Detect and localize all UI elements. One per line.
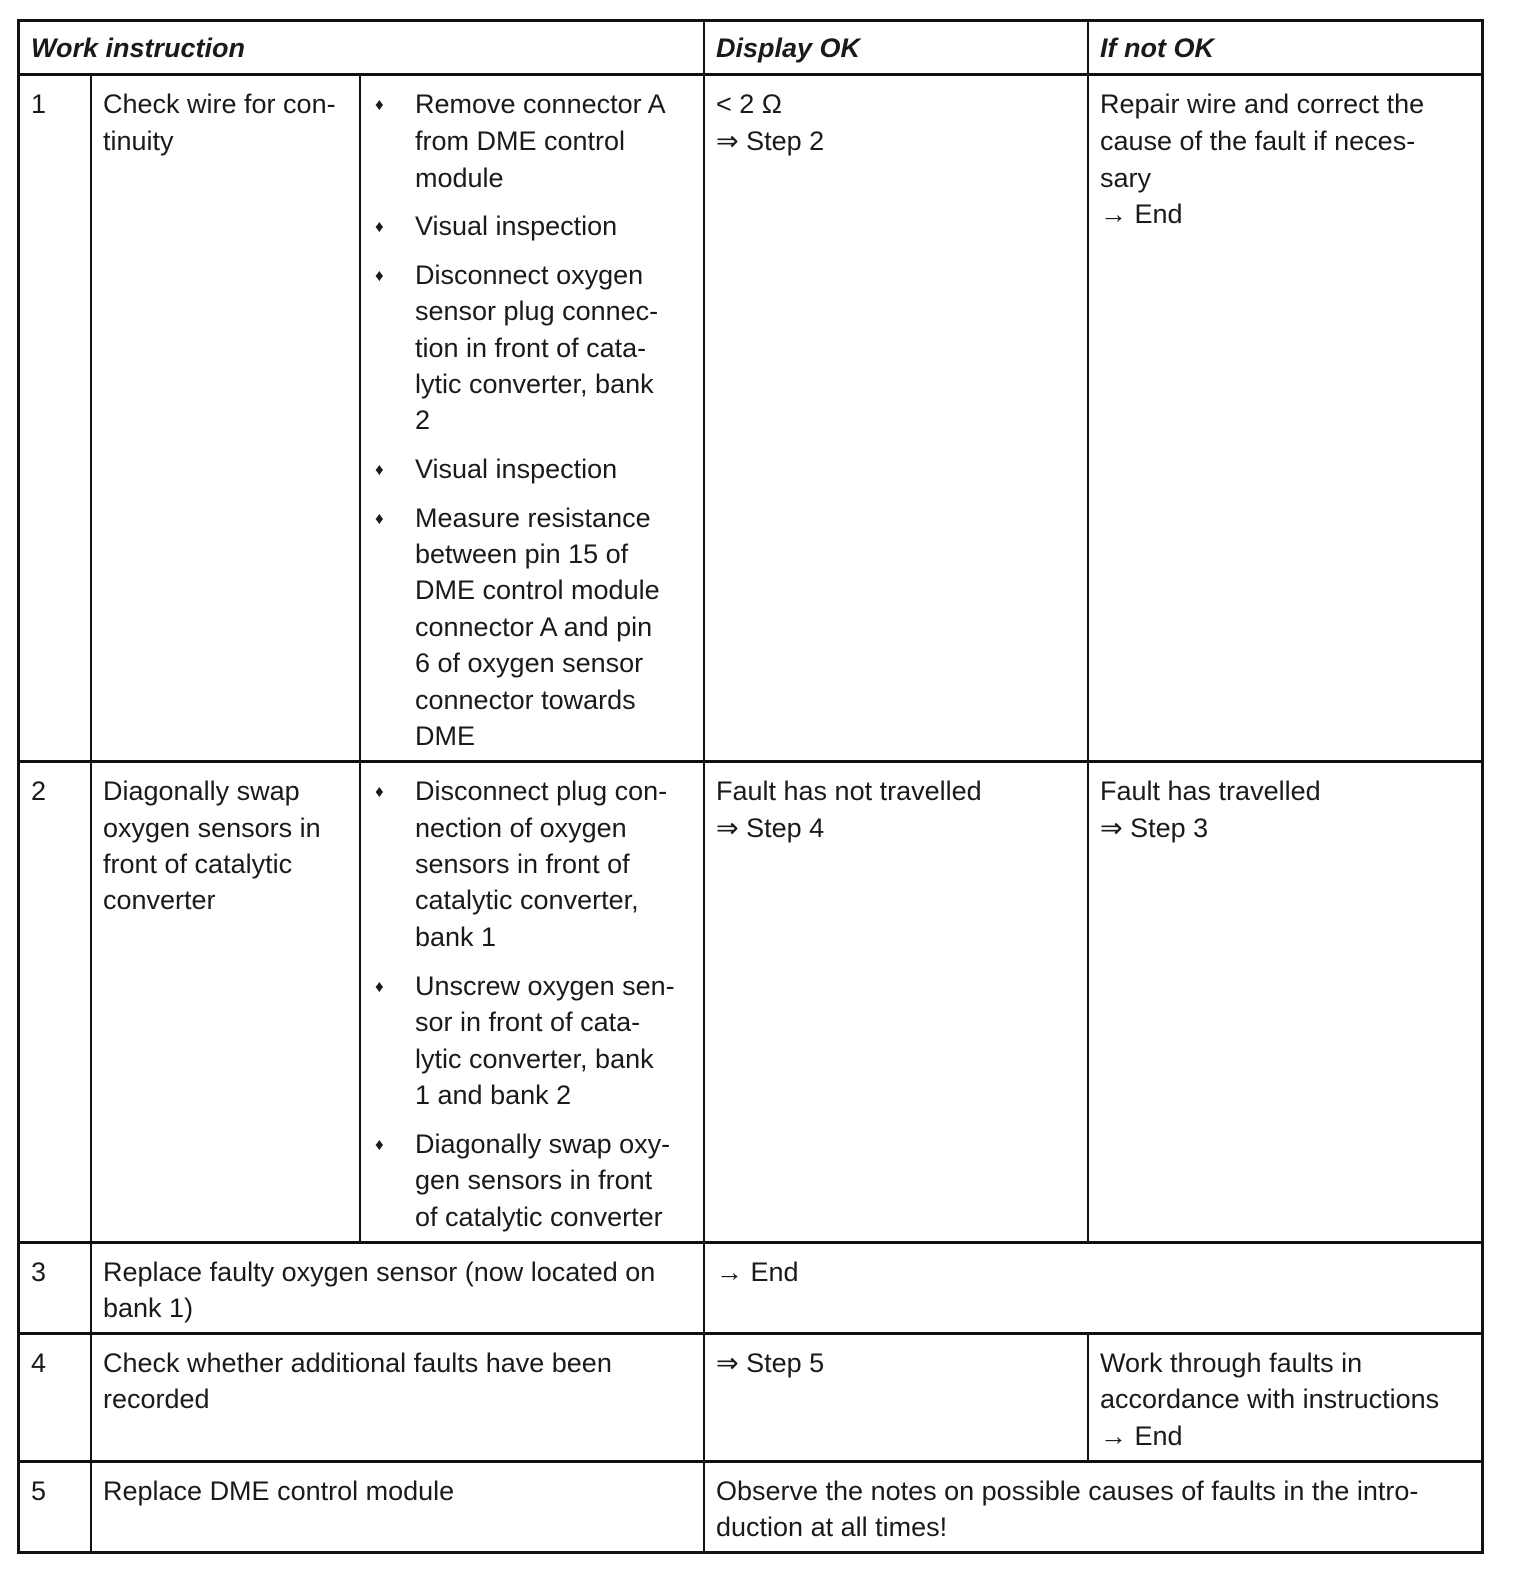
if-not-ok-text: Fault has travelled — [1100, 776, 1321, 806]
action-text: tion in front of cata- — [415, 333, 647, 363]
task-text: front of catalytic — [103, 849, 293, 879]
action-text: of catalytic converter — [415, 1202, 663, 1232]
column-divider-actions — [359, 73, 361, 1244]
action-text: DME control module — [415, 575, 660, 605]
bullet-icon: ♦ — [375, 977, 384, 996]
bullet-icon: ♦ — [375, 217, 384, 236]
action-text: Visual inspection — [415, 454, 618, 484]
action-text: DME — [415, 721, 475, 751]
if-not-ok-text: → End — [1100, 1421, 1183, 1451]
step-number: 2 — [31, 776, 47, 806]
bullet-icon: ♦ — [375, 1135, 384, 1154]
action-text: nection of oxygen — [415, 813, 627, 843]
task-text: converter — [103, 885, 216, 915]
action-text: from DME control — [415, 126, 626, 156]
display-ok-text: duction at all times! — [716, 1512, 948, 1542]
action-text: 2 — [415, 405, 431, 435]
task-text: recorded — [103, 1384, 210, 1414]
row-divider — [17, 1460, 1484, 1463]
display-ok-text: < 2 Ω — [716, 89, 782, 119]
task-text: oxygen sensors in — [103, 813, 321, 843]
action-text: Unscrew oxygen sen- — [415, 971, 675, 1001]
bullet-icon: ♦ — [375, 782, 384, 801]
action-text: Disconnect oxygen — [415, 260, 644, 290]
display-ok-text: Observe the notes on possible causes of faults in the intro- — [716, 1476, 1419, 1506]
column-divider-if-not-ok — [1087, 19, 1089, 1244]
row-divider — [17, 1332, 1484, 1335]
bullet-icon: ♦ — [375, 509, 384, 528]
if-not-ok-text: sary — [1100, 163, 1152, 193]
step-number: 4 — [31, 1348, 47, 1378]
table-border-bottom — [17, 1551, 1484, 1554]
if-not-ok-text: Repair wire and correct the — [1100, 89, 1425, 119]
action-text: sensor plug connec- — [415, 296, 659, 326]
action-text: sensors in front of — [415, 849, 630, 879]
step-number: 3 — [31, 1257, 47, 1287]
bullet-icon: ♦ — [375, 95, 384, 114]
action-text: module — [415, 163, 504, 193]
if-not-ok-text: → End — [1100, 199, 1183, 229]
action-text: connector towards — [415, 685, 636, 715]
action-text: Visual inspection — [415, 211, 618, 241]
table-border-top — [17, 19, 1484, 22]
table-border-left — [17, 19, 20, 1554]
display-ok-text: ⇒ Step 2 — [716, 126, 825, 156]
step-number: 5 — [31, 1476, 47, 1506]
task-text: Replace DME control module — [103, 1476, 455, 1506]
bullet-icon: ♦ — [375, 266, 384, 285]
action-text: between pin 15 of — [415, 539, 629, 569]
if-not-ok-text: accordance with instructions — [1100, 1384, 1440, 1414]
row-divider — [17, 1241, 1484, 1244]
action-text: gen sensors in front — [415, 1165, 653, 1195]
display-ok-text: ⇒ Step 5 — [716, 1348, 825, 1378]
action-text: Measure resistance — [415, 503, 651, 533]
header-work-instruction: Work instruction — [31, 33, 246, 63]
action-text: lytic converter, bank — [415, 369, 654, 399]
step-number: 1 — [31, 89, 47, 119]
action-text: Remove connector A — [415, 89, 666, 119]
display-ok-text: Fault has not travelled — [716, 776, 982, 806]
display-ok-text: ⇒ Step 4 — [716, 813, 825, 843]
action-text: lytic converter, bank — [415, 1044, 654, 1074]
action-text: 6 of oxygen sensor — [415, 648, 644, 678]
action-text: connector A and pin — [415, 612, 653, 642]
display-ok-text: → End — [716, 1257, 799, 1287]
row-divider — [17, 760, 1484, 763]
column-divider-if-not-ok — [1087, 1332, 1089, 1463]
action-text: Disconnect plug con- — [415, 776, 668, 806]
if-not-ok-text: Work through faults in — [1100, 1348, 1363, 1378]
column-divider-step — [90, 73, 92, 1554]
task-text: Check wire for con- — [103, 89, 336, 119]
task-text: Check whether additional faults have been — [103, 1348, 612, 1378]
task-text: Replace faulty oxygen sensor (now located on — [103, 1257, 656, 1287]
task-text: Diagonally swap — [103, 776, 300, 806]
column-divider-display-ok — [703, 19, 705, 1554]
header-display-ok: Display OK — [716, 33, 861, 63]
task-text: bank 1) — [103, 1293, 194, 1323]
action-text: catalytic converter, — [415, 885, 639, 915]
table-border-right — [1481, 19, 1484, 1554]
action-text: 1 and bank 2 — [415, 1080, 572, 1110]
bullet-icon: ♦ — [375, 460, 384, 479]
action-text: Diagonally swap oxy- — [415, 1129, 671, 1159]
action-text: bank 1 — [415, 922, 497, 952]
header-if-not-ok: If not OK — [1100, 33, 1214, 63]
if-not-ok-text: ⇒ Step 3 — [1100, 813, 1209, 843]
if-not-ok-text: cause of the fault if neces- — [1100, 126, 1416, 156]
action-text: sor in front of cata- — [415, 1007, 641, 1037]
header-divider — [17, 73, 1484, 76]
task-text: tinuity — [103, 126, 174, 156]
